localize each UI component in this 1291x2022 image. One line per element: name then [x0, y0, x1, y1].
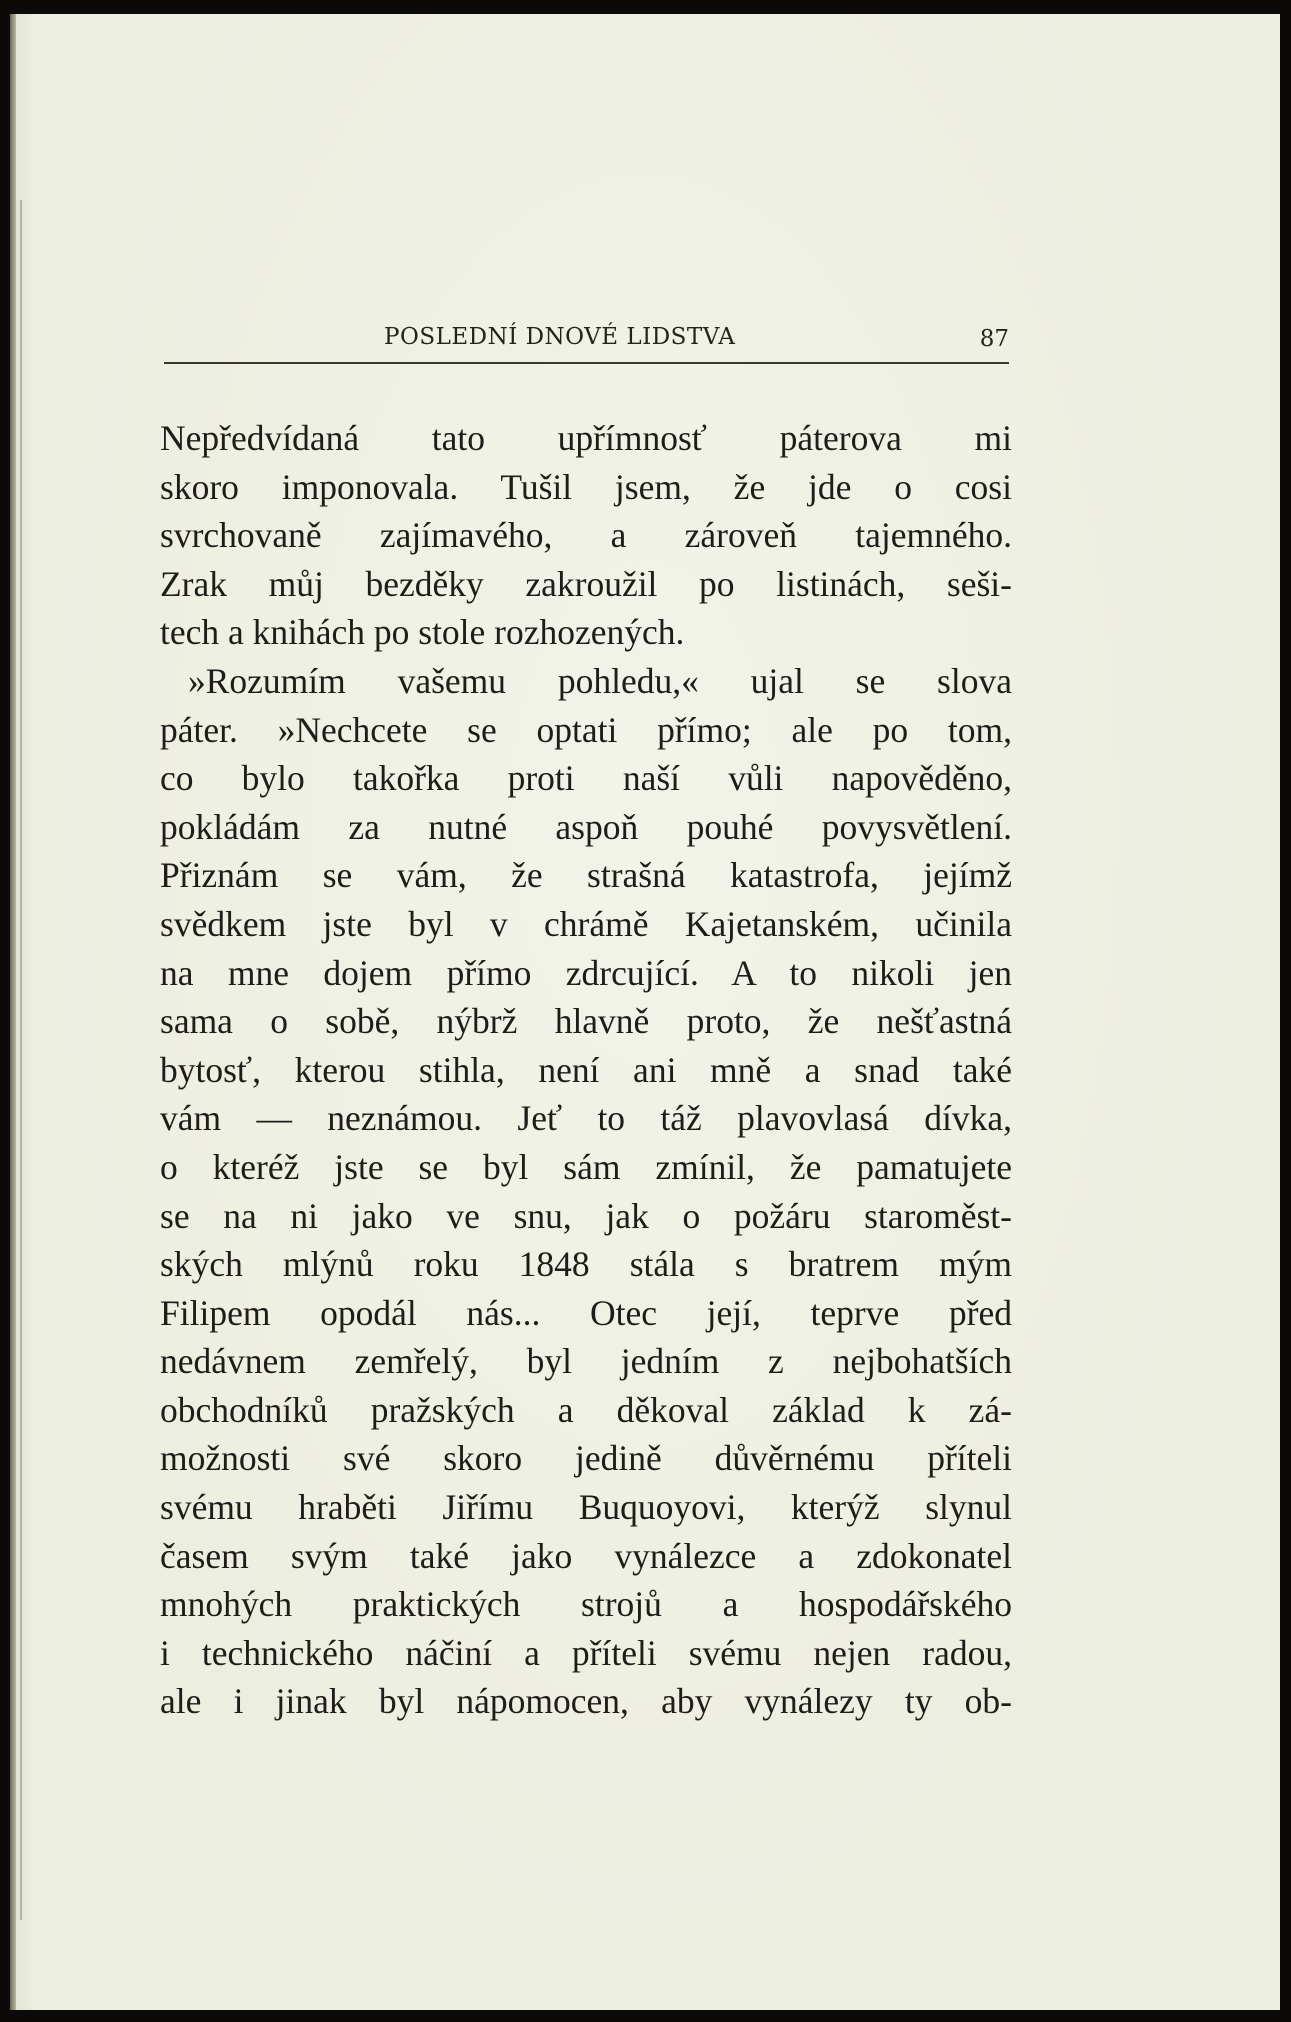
- text-line: svědkem jste byl v chrámě Kajetanském, učinila: [160, 903, 1012, 944]
- text-line: Přiznám se vám, že strašná katastrofa, jejímž: [160, 855, 1012, 896]
- text-line: na mne dojem přímo zdrcující. A to nikoli jen: [160, 952, 1012, 993]
- text-line: vám — neznámou. Jeť to táž plavovlasá dívka,: [160, 1098, 1012, 1139]
- running-title: POSLEDNÍ DNOVÉ LIDSTVA: [384, 324, 736, 350]
- header-rule: [164, 362, 1009, 364]
- text-line: ských mlýnů roku 1848 stála s bratrem mým: [160, 1244, 1012, 1285]
- text-line: se na ni jako ve snu, jak o požáru staroměst-: [160, 1195, 1012, 1236]
- running-head: [164, 322, 1009, 362]
- page-spine-edge: [10, 14, 16, 2010]
- text-line: pokládám za nutné aspoň pouhé povysvětlení.: [160, 806, 1012, 847]
- gutter-shadow: [20, 200, 22, 1920]
- text-line: obchodníků pražských a děkoval základ k zá-: [160, 1389, 1012, 1430]
- text-line: bytosť, kterou stihla, není ani mně a snad také: [160, 1049, 1012, 1090]
- text-line: nedávnem zemřelý, byl jedním z nejbohatších: [160, 1341, 1012, 1382]
- text-line: časem svým také jako vynálezce a zdokonatel: [160, 1535, 1012, 1576]
- text-line: svému hraběti Jiřímu Buquoyovi, kterýž slynul: [160, 1487, 1012, 1528]
- text-line: »Rozumím vašemu pohledu,« ujal se slova: [188, 660, 1012, 701]
- text-line: Nepředvídaná tato upřímnosť páterova mi: [160, 418, 1012, 458]
- text-line: ale i jinak byl nápomocen, aby vynálezy ty ob-: [160, 1681, 1012, 1722]
- text-line: mnohých praktických strojů a hospodářského: [160, 1584, 1012, 1625]
- text-line: co bylo takořka proti naší vůli napověděno,: [160, 758, 1012, 799]
- text-line: tech a knihách po stole rozhozených.: [160, 612, 685, 653]
- text-line: o kteréž jste se byl sám zmínil, že pamatujete: [160, 1146, 1012, 1187]
- text-line: skoro imponovala. Tušil jsem, že jde o cosi: [160, 466, 1012, 507]
- text-line: sama o sobě, nýbrž hlavně proto, že nešťastná: [160, 1001, 1012, 1042]
- text-line: Zrak můj bezděky zakroužil po listinách, seši-: [160, 563, 1012, 604]
- text-line: páter. »Nechcete se optati přímo; ale po tom,: [160, 709, 1012, 750]
- text-line: svrchovaně zajímavého, a zároveň tajemného.: [160, 515, 1012, 556]
- text-line: Filipem opodál nás... Otec její, teprve před: [160, 1292, 1012, 1333]
- page-number: 87: [979, 326, 1009, 352]
- text-line: možnosti své skoro jedině důvěrnému příteli: [160, 1438, 1012, 1479]
- body-text: [160, 414, 1012, 1726]
- text-line: i technického náčiní a příteli svému nejen radou,: [160, 1632, 1012, 1673]
